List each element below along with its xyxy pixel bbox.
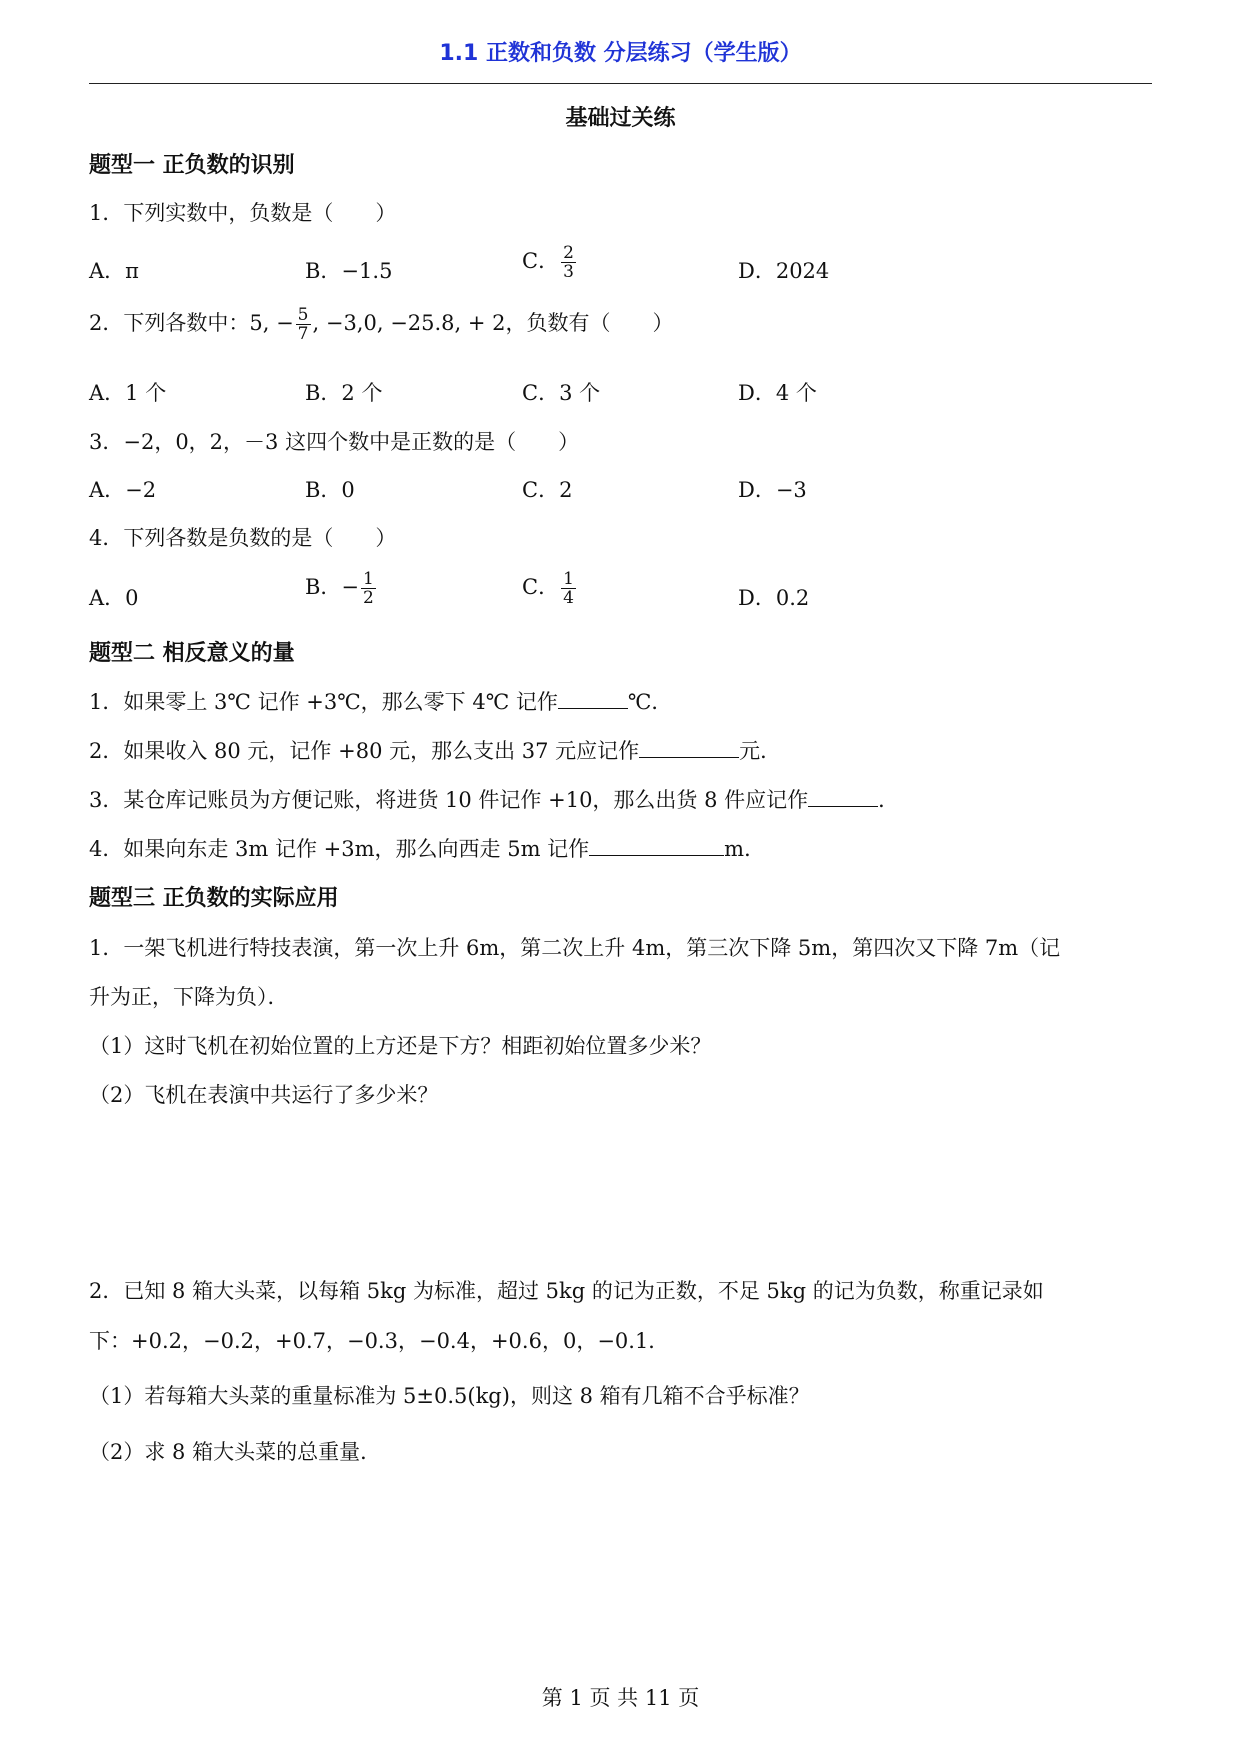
q3-option-b: B．0 bbox=[305, 478, 355, 502]
q4-stem: 4．下列各数是负数的是（ ） bbox=[89, 526, 397, 550]
t3-p2-line1: 2．已知 8 箱大头菜，以每箱 5kg 为标准，超过 5kg 的记为正数，不足 5kg 的记为负数，称重记录如 bbox=[89, 1279, 1044, 1303]
fraction: $\frac{1}{2}$ bbox=[363, 569, 374, 608]
section-title: 基础过关练 bbox=[565, 106, 676, 131]
q4-option-d: D．0.2 bbox=[738, 586, 810, 610]
q4-option-a: A．0 bbox=[89, 586, 139, 610]
type3-heading: 题型三 正负数的实际应用 bbox=[89, 886, 339, 911]
answer-blank[interactable] bbox=[589, 837, 724, 856]
t3-p2-sub1: （1）若每箱大头菜的重量标准为 5±0.5(kg)，则这 8 箱有几箱不合乎标准？ bbox=[89, 1384, 810, 1408]
type2-heading: 题型二 相反意义的量 bbox=[89, 641, 295, 666]
q2-stem: 2．下列各数中：5, − $\frac{5}{7}$ , −3,0, −25.8, + 2，负数有（ ） bbox=[89, 305, 674, 344]
t3-p1-line2: 升为正，下降为负）． bbox=[89, 985, 289, 1009]
t3-p2-line2: 下：+0.2，−0.2，+0.7，−0.3，−0.4，+0.6，0，−0.1． bbox=[89, 1329, 670, 1353]
t3-p1-line1: 1．一架飞机进行特技表演，第一次上升 6m，第二次上升 4m，第三次下降 5m，第四次又下降 7m（记 bbox=[89, 936, 1061, 960]
t2-q4: 4．如果向东走 3m 记作 +3m，那么向西走 5m 记作 m． bbox=[89, 837, 766, 861]
t3-p1-sub2: （2）飞机在表演中共运行了多少米？ bbox=[89, 1083, 439, 1107]
t3-p2-sub2: （2）求 8 箱大头菜的总重量． bbox=[89, 1440, 382, 1464]
q1-option-b: B．−1.5 bbox=[305, 259, 393, 283]
q2-option-a: A．1 个 bbox=[89, 381, 167, 405]
q2-option-d: D．4 个 bbox=[738, 381, 817, 405]
page-footer: 第 1 页 共 11 页 bbox=[541, 1686, 700, 1710]
q4-option-c: C． $\frac{1}{4}$ bbox=[522, 569, 574, 608]
answer-blank[interactable] bbox=[639, 739, 739, 758]
q3-option-d: D．−3 bbox=[738, 478, 807, 502]
q1-option-c bbox=[522, 244, 578, 281]
q3-option-a: A．−2 bbox=[89, 478, 157, 502]
header-divider bbox=[89, 83, 1152, 84]
q2-option-b: B．2 个 bbox=[305, 381, 383, 405]
t2-q3: 3．某仓库记账员为方便记账，将进货 10 件记作 +10，那么出货 8 件应记作 ． bbox=[89, 788, 900, 812]
q2-option-c: C．3 个 bbox=[522, 381, 601, 405]
q1-option-d: D．2024 bbox=[738, 259, 830, 283]
option-label: C． bbox=[522, 249, 560, 273]
q3-stem: 3．−2，0，2，－3 这四个数中是正数的是（ ） bbox=[89, 430, 580, 454]
t2-q2: 2．如果收入 80 元，记作 +80 元，那么支出 37 元应记作 元． bbox=[89, 739, 782, 763]
t2-q1: 1．如果零上 3℃ 记作 +3℃，那么零下 4℃ 记作 ℃． bbox=[89, 690, 673, 714]
type1-heading: 题型一 正负数的识别 bbox=[89, 153, 295, 178]
fraction: $\frac{2}{3}$ bbox=[563, 243, 574, 282]
answer-blank[interactable] bbox=[558, 690, 628, 709]
fraction: $\frac{1}{4}$ bbox=[563, 569, 574, 608]
document-title: 1.1 正数和负数 分层练习（学生版） bbox=[439, 41, 802, 66]
q1-option-a: A．π bbox=[89, 259, 139, 283]
t3-p1-sub1: （1）这时飞机在初始位置的上方还是下方？相距初始位置多少米？ bbox=[89, 1034, 712, 1058]
q3-option-c: C．2 bbox=[522, 478, 573, 502]
answer-blank[interactable] bbox=[808, 788, 878, 807]
fraction: $\frac{5}{7}$ bbox=[297, 305, 309, 344]
q4-option-b: B．− $\frac{1}{2}$ bbox=[305, 569, 374, 608]
q1-stem: 1．下列实数中，负数是（ ） bbox=[89, 201, 397, 225]
